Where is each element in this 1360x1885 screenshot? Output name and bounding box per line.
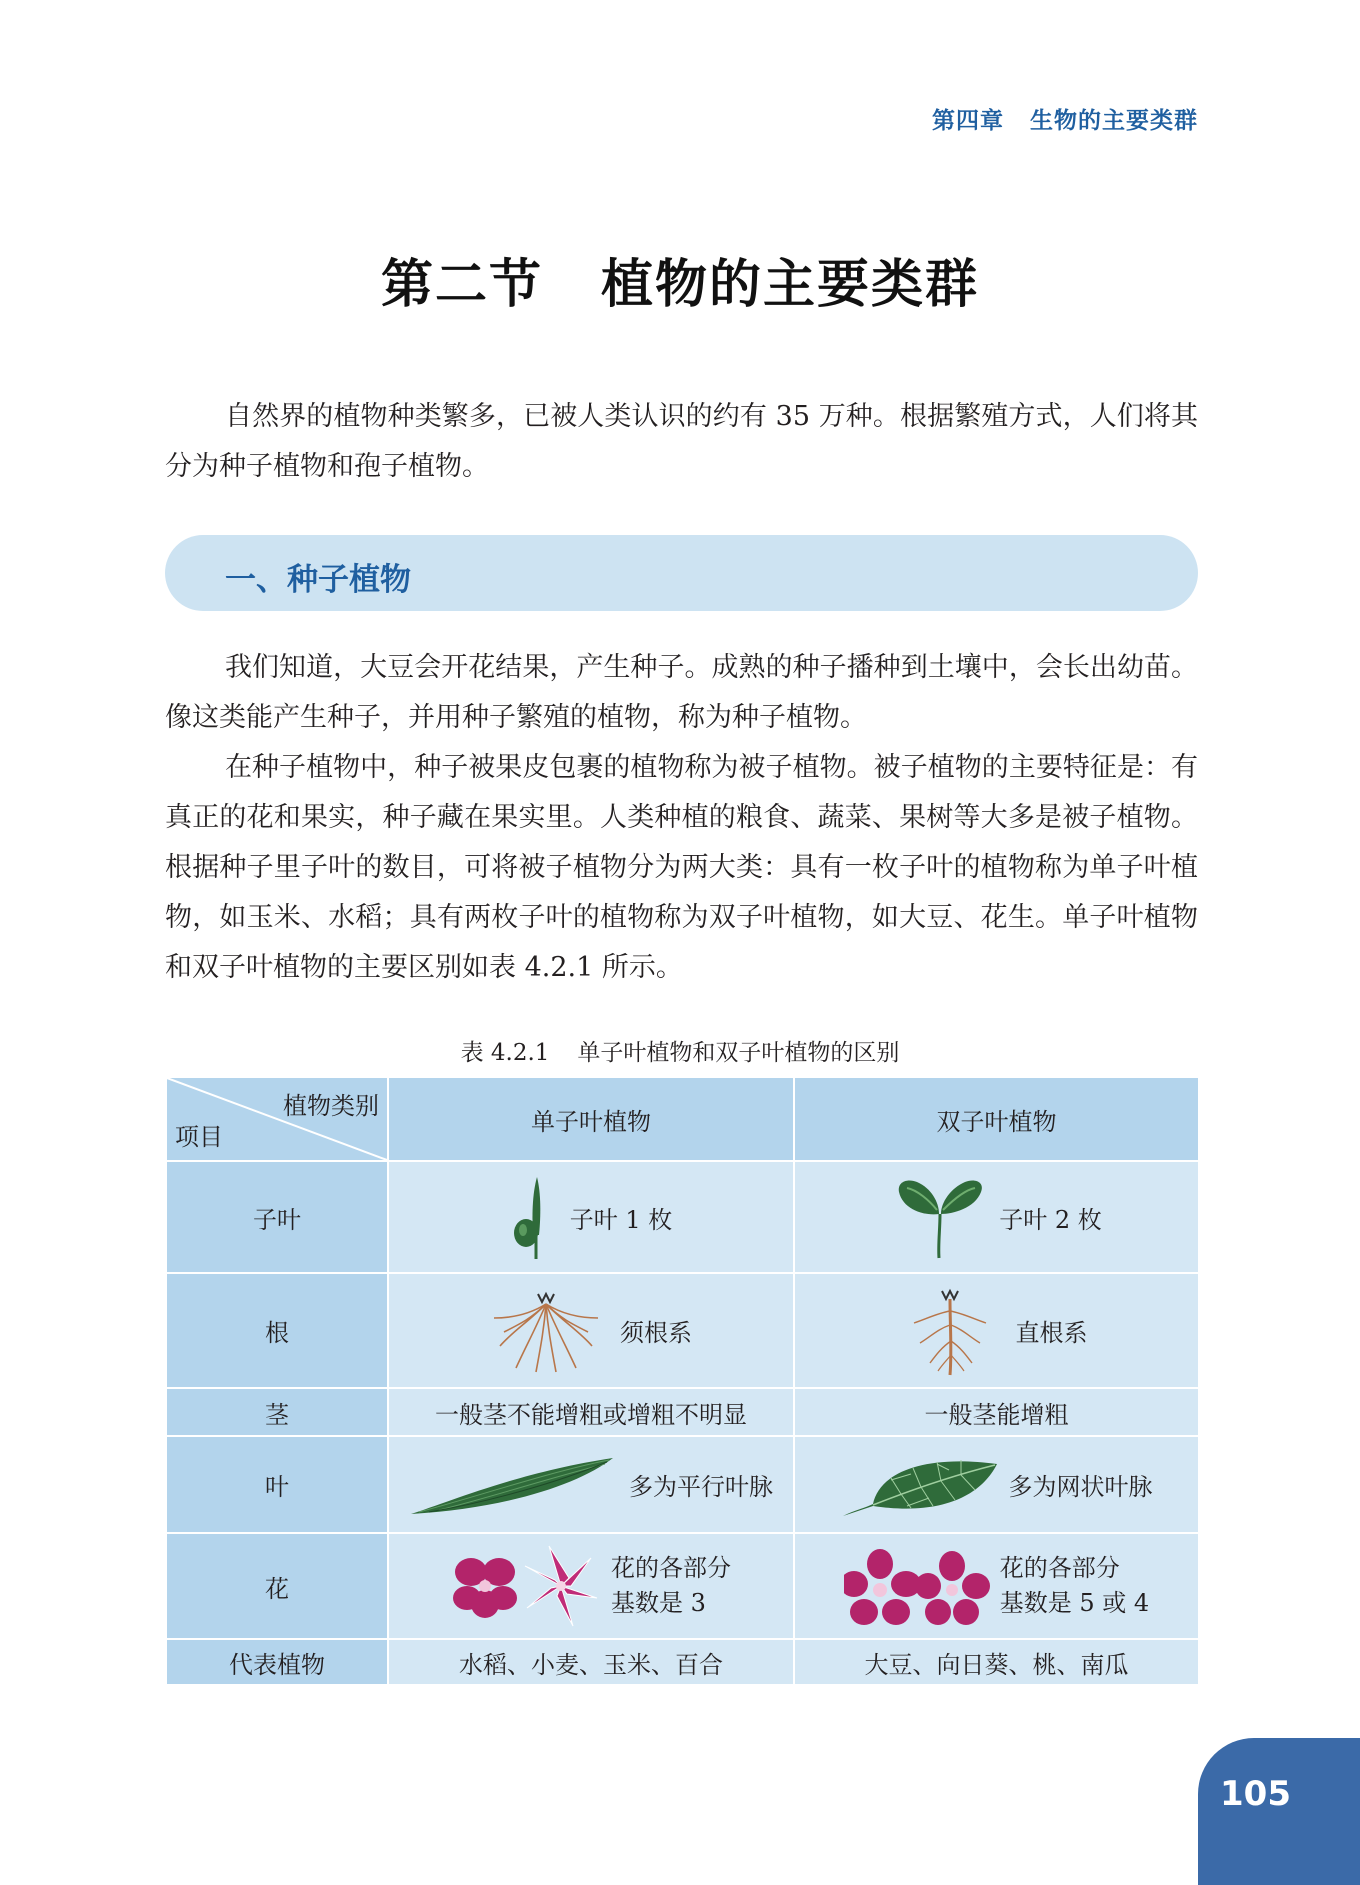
dicot-flower-icon <box>844 1542 990 1630</box>
row-cotyledon <box>166 1161 1199 1273</box>
cell-root-monocot <box>388 1273 794 1388</box>
dicot-seedling-icon <box>891 1174 989 1260</box>
cell-leaf-dicot <box>794 1436 1199 1533</box>
table-caption-title: 单子叶植物和双子叶植物的区别 <box>577 1040 900 1066</box>
cell-examples-monocot: 水稻、小麦、玉米、百合 <box>388 1639 794 1685</box>
table-header-row <box>166 1077 1199 1161</box>
cell-cotyledon-monocot <box>388 1161 794 1273</box>
row-label-flower: 花 <box>166 1533 388 1639</box>
intro-paragraph <box>165 392 1198 492</box>
monocot-flower-line2: 基数是 3 <box>611 1589 706 1617</box>
dicot-flower-text <box>1000 1551 1149 1621</box>
taproot-icon <box>906 1285 994 1377</box>
corner-top-label: 植物类别 <box>283 1092 379 1120</box>
cell-flower-dicot <box>794 1533 1199 1639</box>
cell-stem-dicot: 一般茎能增粗 <box>794 1388 1199 1436</box>
fibrous-root-icon <box>490 1288 602 1374</box>
cell-cotyledon-dicot <box>794 1161 1199 1273</box>
section-name: 植物的主要类群 <box>601 255 980 315</box>
header-dicot: 双子叶植物 <box>794 1077 1199 1161</box>
cell-flower-monocot <box>388 1533 794 1639</box>
subsection-banner <box>165 535 1198 611</box>
monocot-cotyledon-text: 子叶 1 枚 <box>569 1205 673 1234</box>
paragraph-angiosperms: 在种子植物中，种子被果皮包裹的植物称为被子植物。被子植物的主要特征是：有真正的花和果实，种子藏在果实里。人类种植的粮食、蔬菜、果树等大多是被子植物。根据种子里子叶的数目，可将被子植物分为两大类：具有一枚子叶的植物称为单子叶植物，如玉米、水稻；具有两枚子叶的植物称为双子叶植物，如大豆、花生。单子叶植物和双子叶植物的主要区别如表 4.2.1 所示。 <box>165 752 1198 983</box>
section-number: 第二节 <box>380 255 543 315</box>
row-label-stem: 茎 <box>166 1388 388 1436</box>
monocot-flower-text <box>611 1551 731 1621</box>
chapter-header <box>932 102 1198 135</box>
page-number-tab <box>1198 1738 1360 1885</box>
chapter-number: 第四章 <box>932 108 1004 134</box>
cell-stem-monocot: 一般茎不能增粗或增粗不明显 <box>388 1388 794 1436</box>
netted-vein-leaf-icon <box>841 1450 1001 1520</box>
parallel-vein-leaf-icon <box>409 1452 615 1518</box>
row-stem <box>166 1388 1199 1436</box>
dicot-leaf-text: 多为网状叶脉 <box>1008 1473 1153 1501</box>
cell-root-dicot <box>794 1273 1199 1388</box>
row-label-root: 根 <box>166 1273 388 1388</box>
monocot-flower-line1: 花的各部分 <box>611 1554 731 1582</box>
monocot-leaf-text: 多为平行叶脉 <box>629 1473 773 1501</box>
monocot-seedling-icon <box>510 1173 560 1261</box>
cell-leaf-monocot <box>388 1436 794 1533</box>
row-label-leaf: 叶 <box>166 1436 388 1533</box>
body-text <box>165 643 1198 993</box>
header-monocot: 单子叶植物 <box>388 1077 794 1161</box>
row-root <box>166 1273 1199 1388</box>
intro-text: 自然界的植物种类繁多，已被人类认识的约有 35 万种。根据繁殖方式，人们将其分为种子植物和孢子植物。 <box>165 401 1198 482</box>
row-examples <box>166 1639 1199 1685</box>
monocot-root-text: 须根系 <box>620 1319 692 1347</box>
chapter-title: 生物的主要类群 <box>1030 108 1198 134</box>
page-number: 105 <box>1220 1774 1291 1814</box>
dicot-root-text: 直根系 <box>1015 1319 1088 1347</box>
row-label-examples: 代表植物 <box>166 1639 388 1685</box>
section-title <box>0 242 1360 317</box>
row-leaf <box>166 1436 1199 1533</box>
dicot-flower-line1: 花的各部分 <box>999 1554 1120 1582</box>
dicot-cotyledon-text: 子叶 2 枚 <box>999 1205 1102 1234</box>
table-caption <box>0 1034 1360 1067</box>
corner-bottom-label: 项目 <box>175 1123 223 1151</box>
paragraph-seed-plants: 我们知道，大豆会开花结果，产生种子。成熟的种子播种到土壤中，会长出幼苗。像这类能产生种子，并用种子繁殖的植物，称为种子植物。 <box>165 652 1198 733</box>
table-caption-number: 表 4.2.1 <box>460 1040 550 1066</box>
comparison-table <box>165 1076 1200 1686</box>
subsection-title: 一、种子植物 <box>225 562 411 598</box>
cell-examples-dicot: 大豆、向日葵、桃、南瓜 <box>794 1639 1199 1685</box>
row-flower <box>166 1533 1199 1639</box>
dicot-flower-line2: 基数是 5 或 4 <box>999 1589 1150 1617</box>
row-label-cotyledon: 子叶 <box>166 1161 388 1273</box>
corner-cell <box>166 1077 388 1161</box>
monocot-flower-icon <box>451 1542 601 1630</box>
